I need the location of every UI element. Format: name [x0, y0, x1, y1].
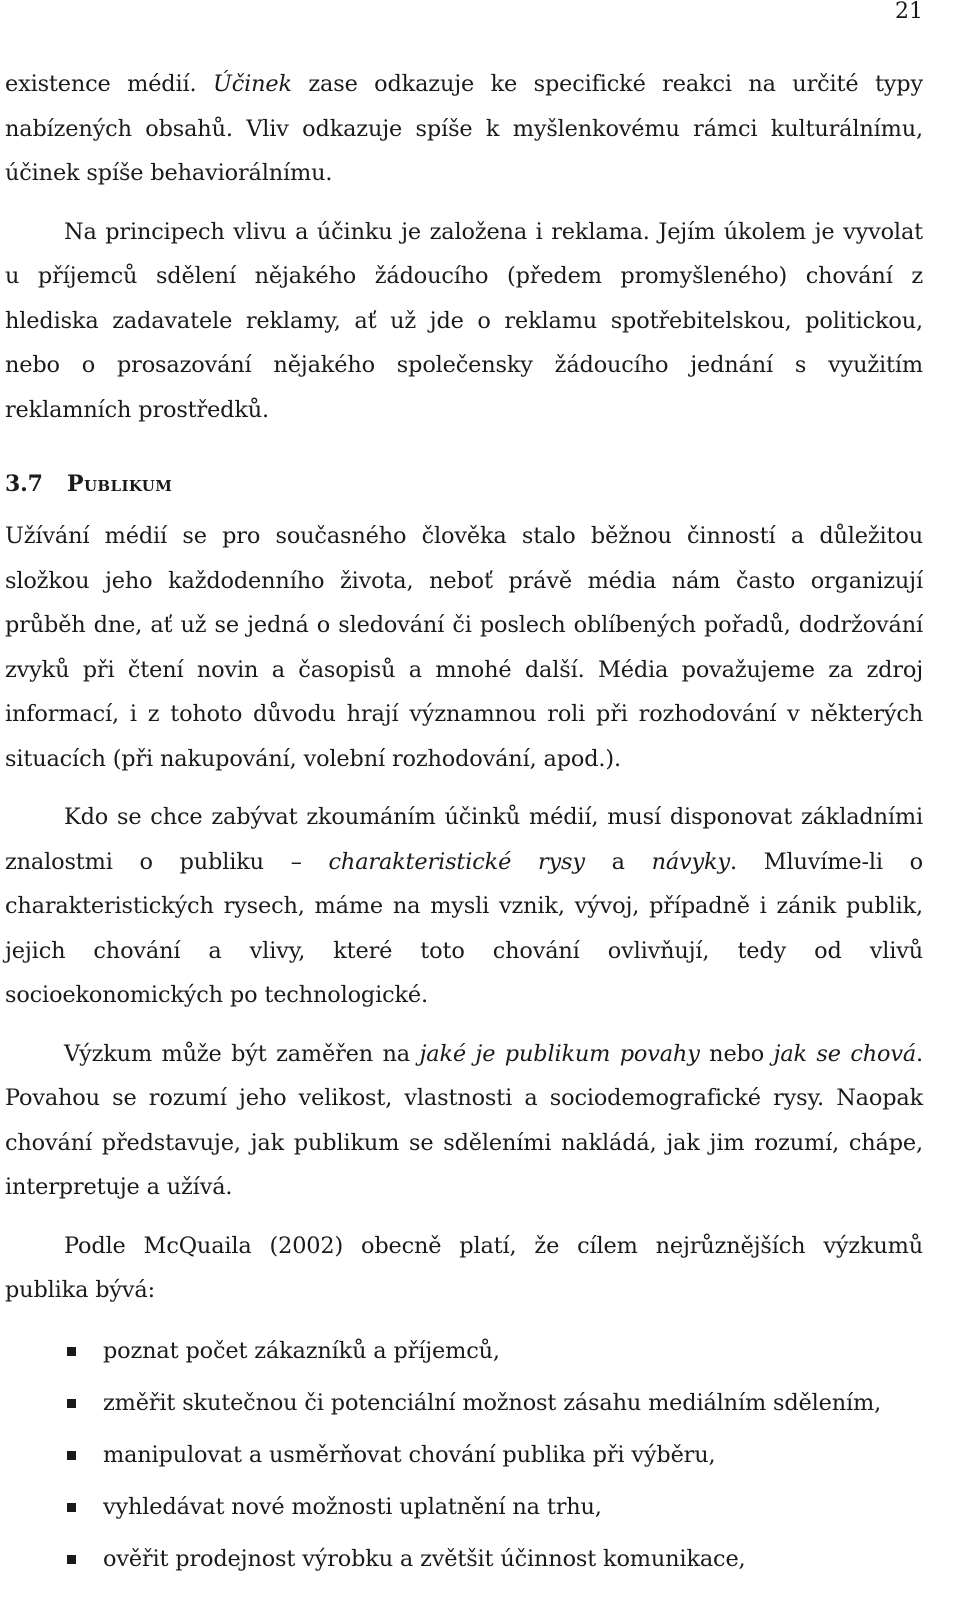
paragraph-4-text-a: Kdo se chce zabývat zkoumáním účinků médií, musí disponovat základními znalostmi o publiku –: [5, 804, 923, 875]
list-item-text: vyhledávat nové možnosti uplatnění na trhu,: [103, 1493, 602, 1520]
paragraph-1-emphasis: Účinek: [212, 71, 292, 97]
document-body: [5, 62, 923, 1585]
square-bullet-icon: [67, 1451, 76, 1460]
paragraph-gap: [5, 781, 923, 795]
list-item: [5, 1377, 923, 1429]
paragraph-gap: [5, 1210, 923, 1224]
paragraph-5-text-c: nebo: [699, 1040, 774, 1067]
list-item: [5, 1325, 923, 1377]
list-item-text: manipulovat a usměrňovat chování publika při výběru,: [103, 1441, 716, 1468]
paragraph-4-text-c: a: [584, 848, 652, 875]
section-heading: [5, 462, 923, 506]
paragraph-4-text-e: . Mluvíme-li o charakteristických rysech, máme na mysli vznik, vývoj, případně i zánik publik, jejich chování a vlivy, které toto chování ovlivňují, tedy od vlivů socioekonomických po technologické.: [5, 848, 923, 1008]
paragraph-5-emphasis-2: jak se chová: [773, 1040, 917, 1067]
list-item: [5, 1481, 923, 1533]
paragraph-4-emphasis-1: charakteristické rysy: [328, 848, 585, 875]
square-bullet-icon: [67, 1503, 76, 1512]
paragraph-1-text-c: zase odkazuje ke specifické reakci na určité typy nabízených obsahů. Vliv odkazuje spíše k myšlenkovému rámci kulturálnímu, účinek spíše behaviorálnímu.: [5, 71, 923, 186]
paragraph-3: Užívání médií se pro současného člověka stalo běžnou činností a důležitou složkou jeho každodenního života, neboť právě média nám často organizují průběh dne, ať už se jedná o sledování či poslech oblíbených pořadů, dodržování zvyků při čtení novin a časopisů a mnohé další. Média považujeme za zdroj informací, i z tohoto důvodu hrají významnou roli při rozhodování v některých situacích (při nakupování, volební rozhodování, apod.).: [5, 523, 923, 772]
paragraph-4: [5, 795, 923, 1018]
paragraph-5-emphasis-1: jaké je publikum povahy: [419, 1040, 700, 1067]
bullet-list: [5, 1325, 923, 1585]
list-item: [5, 1429, 923, 1481]
paragraph-1-text-a: existence médií.: [5, 71, 213, 97]
list-item-text: změřit skutečnou či potenciální možnost zásahu mediálním sdělením,: [103, 1389, 882, 1416]
paragraph-5: [5, 1032, 923, 1210]
paragraph-2: Na principech vlivu a účinku je založena i reklama. Jejím úkolem je vyvolat u příjemců sdělení nějakého žádoucího (předem promyšleného) chování z hlediska zadavatele reklamy, ať už jde o reklamu spotřebitelskou, politickou, nebo o prosazování nějakého společensky žádoucího jednání s využitím reklamních prostředků.: [5, 218, 923, 423]
square-bullet-icon: [67, 1347, 76, 1356]
list-item-text: ověřit prodejnost výrobku a zvětšit účinnost komunikace,: [103, 1545, 746, 1572]
paragraph-5-text-e: . Povahou se rozumí jeho velikost, vlastnosti a sociodemografické rysy. Naopak chování představuje, jak publikum se sděleními nakládá, jak jim rozumí, chápe, interpretuje a užívá.: [5, 1040, 924, 1200]
paragraph-4-emphasis-2: návyky: [651, 848, 730, 875]
paragraph-6: Podle McQuaila (2002) obecně platí, že cílem nejrůznějších výzkumů publika bývá:: [5, 1232, 923, 1303]
list-item: [5, 1533, 923, 1585]
page-number: 21: [895, 0, 923, 24]
section-title: Publikum: [67, 471, 173, 497]
section-number: 3.7: [5, 471, 43, 497]
paragraph-1: [5, 62, 923, 196]
paragraph-gap: [5, 196, 923, 210]
paragraph-gap: [5, 1018, 923, 1032]
square-bullet-icon: [67, 1555, 76, 1564]
list-item-text: poznat počet zákazníků a příjemců,: [103, 1337, 500, 1364]
paragraph-5-text-a: Výzkum může být zaměřen na: [64, 1040, 420, 1067]
square-bullet-icon: [67, 1399, 76, 1408]
